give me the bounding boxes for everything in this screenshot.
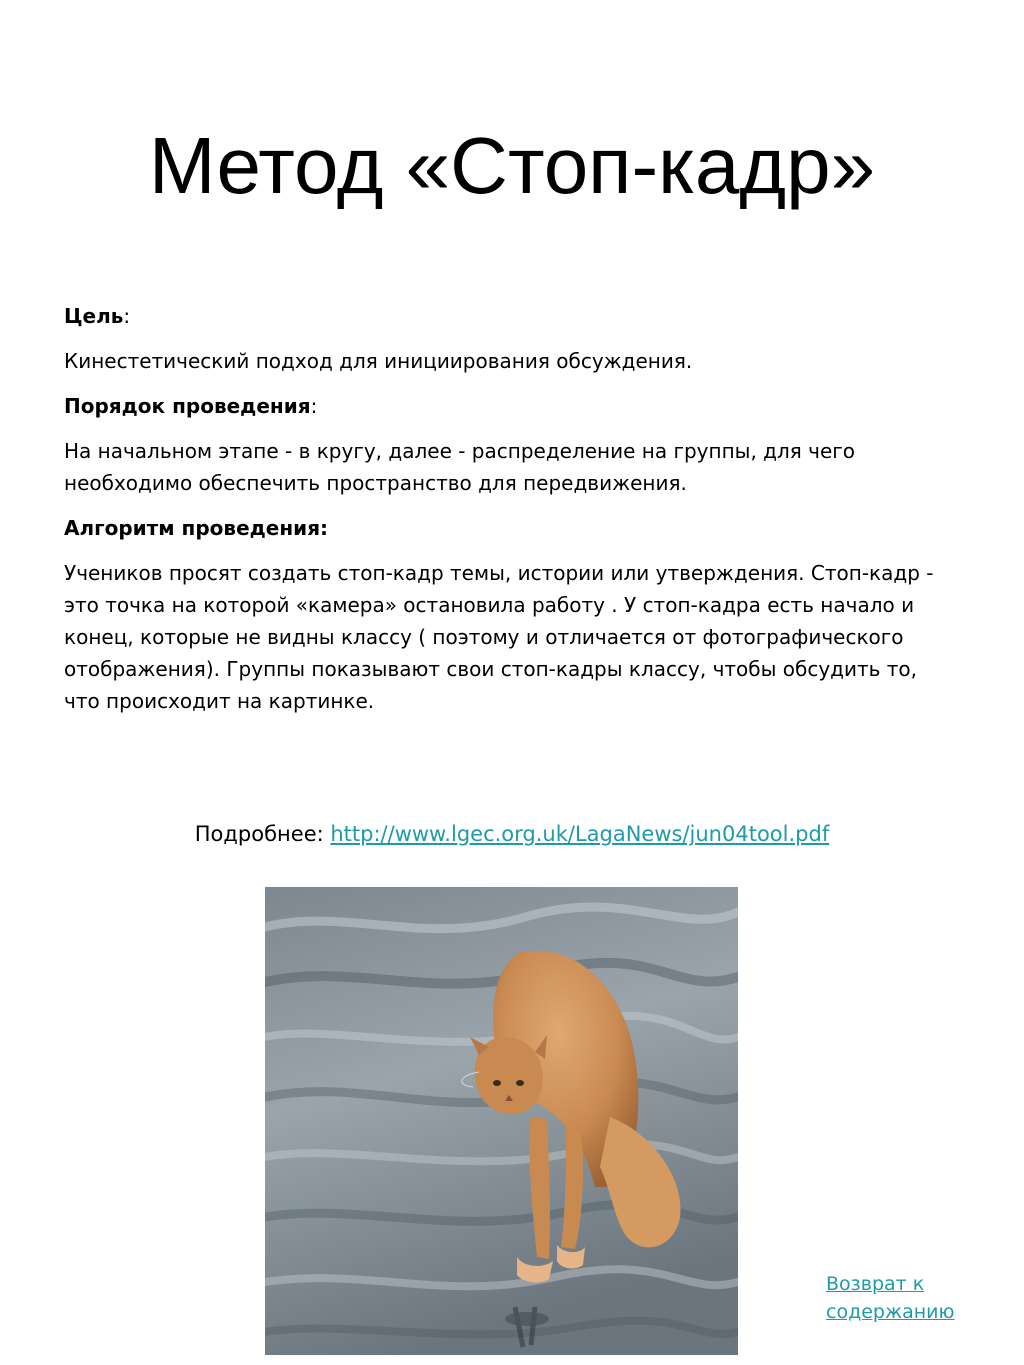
more-link[interactable]: http://www.lgec.org.uk/LagaNews/jun04tool.pdf <box>330 822 830 846</box>
cat-photo-illustration <box>265 887 738 1355</box>
goal-colon: : <box>123 304 131 328</box>
back-link-line2: содержанию <box>826 1301 955 1323</box>
procedure-label: Порядок проведения <box>64 394 311 418</box>
more-info <box>0 818 1024 850</box>
page-title: Метод «Стоп-кадр» <box>148 121 876 210</box>
content-body <box>64 300 944 730</box>
procedure-heading <box>64 390 944 422</box>
back-link-line1: Возврат к <box>826 1273 925 1295</box>
goal-text: Кинестетический подход для инициирования обсуждения. <box>64 349 693 373</box>
algorithm-text: Учеников просят создать стоп-кадр темы, истории или утверждения. Стоп-кадр - это точка на которой «камера» остановила работу . У стоп-кадра есть начало и конец, которые не видны классу ( поэтому и отличается от фотографического отображения). Группы показывают свои стоп-кадры классу, чтобы обсудить то, что происходит на картинке. <box>64 561 934 713</box>
back-to-contents <box>826 1270 986 1326</box>
more-label: Подробнее: <box>194 822 331 846</box>
algorithm-heading: Алгоритм проведения: <box>64 516 329 540</box>
cat-photo <box>265 887 738 1355</box>
back-link[interactable] <box>826 1273 954 1323</box>
goal-heading <box>64 300 944 332</box>
procedure-text: На начальном этапе - в кругу, далее - распределение на группы, для чего необходимо обеспечить пространство для передвижения. <box>64 439 856 495</box>
goal-label: Цель <box>64 304 124 328</box>
procedure-colon: : <box>310 394 318 418</box>
